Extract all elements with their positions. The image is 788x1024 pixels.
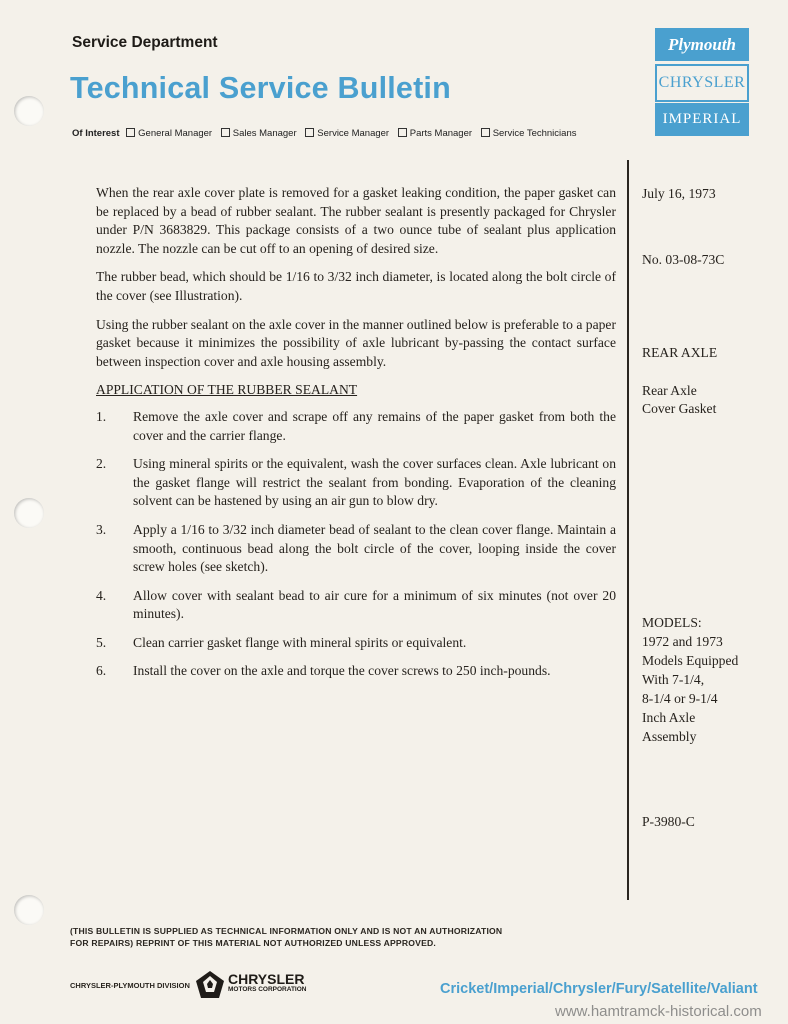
step-text: Allow cover with sealant bead to air cure for a minimum of six minutes (not over 20 minutes). [133, 587, 616, 622]
of-interest-label: Of Interest [72, 128, 120, 139]
disclaimer-line: FOR REPAIRS) REPRINT OF THIS MATERIAL NOT AUTHORIZED UNLESS APPROVED. [70, 938, 436, 948]
part-reference: P-3980-C [642, 814, 695, 829]
step-number: 1. [96, 408, 107, 424]
step-item [96, 455, 616, 511]
body-paragraph: When the rear axle cover plate is removed for a gasket leaking condition, the paper gasket can be replaced by a bead of rubber sealant. The rubber sealant is presently packaged for Chrysler under P/N 3683829. This package consists of a two ounce tube of sealant plus application nozzle. The nozzle can be cut off to an opening of desired size. [96, 185, 616, 256]
column-divider [627, 160, 629, 900]
body-paragraph: Using the rubber sealant on the axle cover in the manner outlined below is preferable to a paper gasket because it minimizes the possibility of axle lubricant by-passing the contact surface between inspection cover and axle housing assembly. [96, 316, 616, 369]
plymouth-logo: Plymouth [655, 28, 749, 61]
bulletin-date: July 16, 1973 [642, 186, 716, 201]
models-line: Models Equipped [642, 653, 739, 668]
subject-line-2: Cover Gasket [642, 401, 717, 416]
step-number: 5. [96, 634, 107, 650]
bulletin-number: No. 03-08-73C [642, 252, 725, 267]
step-item [96, 408, 616, 445]
step-text: Apply a 1/16 to 3/32 inch diameter bead of sealant to the clean cover flange. Maintain a smooth, continuous bead along the bolt circle of the cover, looping inside the cover screw holes (see sketch). [133, 521, 616, 575]
step-number: 2. [96, 456, 107, 472]
corporation-name: CHRYSLER [228, 971, 305, 987]
body-paragraph: The rubber bead, which should be 1/16 to 3/32 inch diameter, is located along the bolt circle of the cover (see Illustration). [96, 269, 616, 303]
group-label: REAR AXLE [642, 345, 718, 360]
step-number: 6. [96, 663, 107, 679]
department-label: Service Department [72, 34, 218, 51]
chrysler-logo: CHRYSLER [655, 64, 749, 102]
model-line-list: Cricket/Imperial/Chrysler/Fury/Satellite/Valiant [440, 981, 758, 997]
page-title: Technical Service Bulletin [70, 71, 451, 105]
of-interest-row [72, 128, 582, 139]
step-item [96, 521, 616, 577]
step-item [96, 587, 616, 624]
corporation-logo [228, 973, 306, 993]
interest-general-manager: General Manager [126, 128, 212, 139]
models-line: Inch Axle [642, 710, 696, 725]
step-item [96, 662, 616, 681]
step-text: Clean carrier gasket flange with mineral spirits or equivalent. [133, 634, 467, 650]
pentastar-icon [195, 970, 225, 1005]
division-label: CHRYSLER-PLYMOUTH DIVISION [70, 981, 190, 990]
imperial-logo: IMPERIAL [655, 103, 749, 136]
interest-service-technicians: Service Technicians [481, 128, 577, 139]
watermark: www.hamtramck-historical.com [555, 1003, 762, 1020]
models-line: 8-1/4 or 9-1/4 [642, 691, 718, 706]
models-line: With 7-1/4, [642, 672, 705, 687]
step-item [96, 634, 616, 653]
step-number: 4. [96, 587, 107, 603]
corporation-sub: MOTORS CORPORATION [228, 986, 307, 993]
step-text: Install the cover on the axle and torque the cover screws to 250 inch-pounds. [133, 663, 551, 679]
punch-hole-bottom [14, 895, 44, 925]
subject-line-1: Rear Axle [642, 383, 697, 398]
interest-sales-manager: Sales Manager [221, 128, 297, 139]
punch-hole-top [14, 96, 44, 126]
interest-parts-manager: Parts Manager [398, 128, 472, 139]
disclaimer-line: (THIS BULLETIN IS SUPPLIED AS TECHNICAL INFORMATION ONLY AND IS NOT AN AUTHORIZATION [70, 926, 503, 936]
section-heading: APPLICATION OF THE RUBBER SEALANT [96, 382, 358, 398]
punch-hole-middle [14, 498, 44, 528]
checkbox-icon [126, 128, 135, 137]
checkbox-icon [481, 128, 490, 137]
models-line: 1972 and 1973 [642, 634, 723, 649]
models-label: MODELS: [642, 615, 702, 630]
step-text: Remove the axle cover and scrape off any remains of the paper gasket from both the cover and the carrier flange. [133, 408, 616, 443]
checkbox-icon [305, 128, 314, 137]
checkbox-icon [398, 128, 407, 137]
disclaimer [70, 925, 502, 949]
step-text: Using mineral spirits or the equivalent, wash the cover surfaces clean. Axle lubricant on the gasket flange will restrict the sealant from bonding. Evaporation of the cleaning solvent can be hastened by using an air gun to blow dry. [133, 456, 616, 509]
step-number: 3. [96, 521, 107, 537]
bulletin-body [96, 184, 616, 691]
checkbox-icon [221, 128, 230, 137]
models-line: Assembly [642, 729, 697, 744]
interest-service-manager: Service Manager [305, 128, 389, 139]
